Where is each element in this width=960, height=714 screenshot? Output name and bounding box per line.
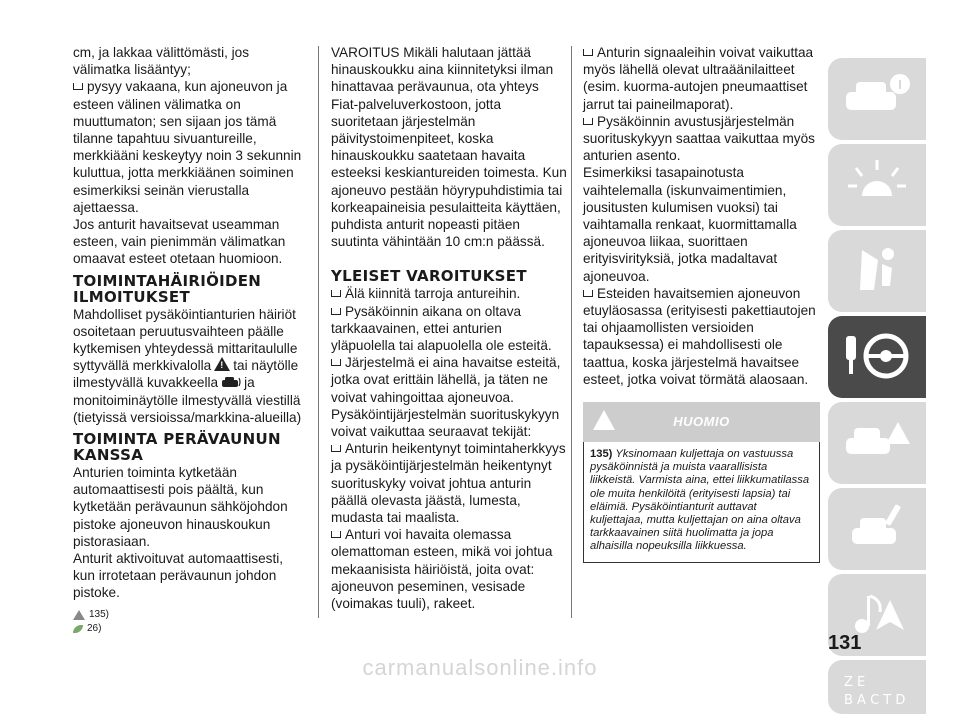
tab-safety[interactable] [828,230,926,312]
warning-lights-icon [842,156,912,212]
note-reference[interactable]: 26) [73,622,303,636]
paragraph: VAROITUS Mikäli halutaan jättää hinauskoukku aina kiinnitetyksi ilman hinattavaa perävaunua, ota yhteys Fiat-palveluverkostoon, jotta suoritetaan järjestelmän päivitystoimenpiteet, koska hinauskoukku saatetaan havaita esteeksi keskiantureiden toimesta. Kun ajoneuvo pestään höyrypuhdistimia tai korkeapaineisia pesulaitteita käyttäen, puhdista anturit nopeasti pitäen suutinta vähintään 10 cm:n päässä. [331,45,567,250]
bullet-item: Anturi voi havaita olemassa olemattoman esteen, mikä voi johtua mekaanisista häiriöistä, joita ovat: ajoneuvon peseminen, vesisade (voimakas tuuli), rakeet. [331,527,553,612]
parking-sensor-fault-icon [220,374,242,390]
bullet-item: Pysäköinnin aikana on oltava tarkkaavainen, ettei anturien yläpuolella tai alapuolella ole esteitä. [331,303,552,354]
paragraph: Anturien toiminta kytketään automaattisesti pois päältä, kun kytketään perävaunun sähköjohdon pistoke ajoneuvon hinauskoukun pistorasiaan. [73,465,288,549]
bullet-icon [331,308,341,315]
bullet-item: Anturin signaaleihin voivat vaikuttaa myös lähellä olevat ultraäänilaitteet (esim. kuorma-autojen pneumaattiset jarrut tai paineilmaporat). [583,45,814,112]
bullet-item: Älä kiinnitä tarroja antureihin. [331,285,567,302]
bullet-item: Pysäköinnin avustusjärjestelmän suorituskykyyn saattaa vaikuttaa myös anturien asento. [583,113,815,164]
warning-triangle-icon [593,410,615,430]
key-steering-wheel-icon [842,328,912,384]
watermark: carmanualsonline.info [362,655,598,680]
bullet-icon [331,359,341,366]
paragraph: Esimerkiksi tasapainotusta vaihtelemalla (iskunvaimentimien, jousitusten kulumisen vuoksi) tai vaihtamalla renkaat, kuormittamalla ajoneuvoa liikaa, suorittaen erityisvirityksiä, jotka madaltavat ajoneuvoa. [583,165,797,284]
paragraph: Pysäköintijärjestelmän suorituskykyyn voivat vaikuttaa seuraavat tekijät: [331,406,560,440]
bullet-item: pysyy vakaana, kun ajoneuvon ja esteen välinen välimatka on muuttumaton; sen sijaan jos tämä tilanne tapahtuu sivuantureille, merkkiääni keskeytyy noin 3 sekunnin kuluttua, jotta merkkiäänen soiminen esimerkiksi seinän vierustalla ajettaessa. [73,79,302,215]
column-3 [583,44,820,563]
tab-warning-lights[interactable] [828,144,926,226]
column-2 [331,44,567,612]
section-heading: YLEISET VAROITUKSET [331,267,527,286]
page-number: 131 [828,632,862,654]
paragraph: cm, ja lakkaa välittömästi, jos välimatka lisääntyy; [73,45,250,78]
warning-small-icon [73,610,85,620]
note-header: HUOMIO [583,402,820,442]
bullet-item: Anturin heikentynyt toimintaherkkyys ja pysäköintijärjestelmän heikentynyt suorituskyky voivat johtua anturin päällä olevasta jäästä, lumesta, mudasta tai maalista. [331,441,566,526]
environment-leaf-icon [73,625,83,633]
car-warning-icon [842,414,912,470]
airbag-seat-icon [842,242,912,298]
tab-car-info[interactable] [828,58,926,140]
paragraph: Anturit aktivoituvat automaattisesti, kun irrotetaan perävaunun johdon pistoke. [73,551,284,601]
note-reference[interactable]: 135) [73,608,303,622]
bullet-icon [331,531,341,538]
tab-starting-driving[interactable] [828,316,926,398]
paragraph: Jos anturit havaitsevat useamman esteen, vain pienimmän välimatkan omaavat esteet otetaan huomioon. [73,217,286,267]
tab-emergency[interactable] [828,402,926,484]
warning-triangle-icon [214,357,230,371]
bullet-item: Järjestelmä ei aina havaitse esteitä, jotka ovat erittäin lähellä, ja täten ne voivat vahingoittaa ajoneuvoa. [331,355,561,405]
bullet-icon [583,49,593,56]
tools-car-icon [842,500,912,556]
section-heading: TOIMINTA PERÄVAUNUN KANSSA [73,430,281,465]
bullet-icon [73,83,83,90]
column-divider [318,46,319,618]
tab-maintenance[interactable] [828,488,926,570]
svg-text:B A C T D: B A C T D [844,693,906,708]
bullet-icon [583,118,593,125]
column-divider [571,46,572,618]
bullet-icon [331,445,341,452]
note-box: 135) Yksinomaan kuljettaja on vastuussa pysäköinnistä ja muista vaarallisista liikkeistä. Varmista aina, ettei liikkumatilassa ole muita henkilöitä (erityisesti lapsia) tai eläimiä. Pysäköintianturit auttavat kuljettajaa, mutta kuljettajan on aina oltava tarkkaavainen siitä huolimatta ja jopa alhaisilla nopeuksilla liikkuessa. [583,442,820,563]
bullet-icon [583,290,593,297]
section-heading: TOIMINTAHÄIRIÖIDEN ILMOITUKSET [73,271,262,306]
bullet-icon [331,290,341,297]
bullet-item: Esteiden havaitsemien ajoneuvon etuyläosassa (erityisesti pakettiautojen tai ohjaamollisten versioiden tapauksessa) ei mahdollisesti ole taattua, koska järjestelmä havaitsee esteet, jotka voivat törmätä alaosaan. [583,285,816,387]
car-info-icon [842,70,912,126]
paragraph: Mahdolliset pysäköintianturien häiriöt osoitetaan peruutusvaihteen päälle kytkemisen yhteydessä mittaritaululle syttyvällä merkkivalolla! tai näytölle ilmestyvällä kuvakkeella ja monitoiminäytölle ilmestyvällä viestillä (tietyissä versioissa/markkina-alueilla) [73,306,303,426]
column-1 [73,44,303,636]
svg-text:Z E: Z E [844,675,866,690]
